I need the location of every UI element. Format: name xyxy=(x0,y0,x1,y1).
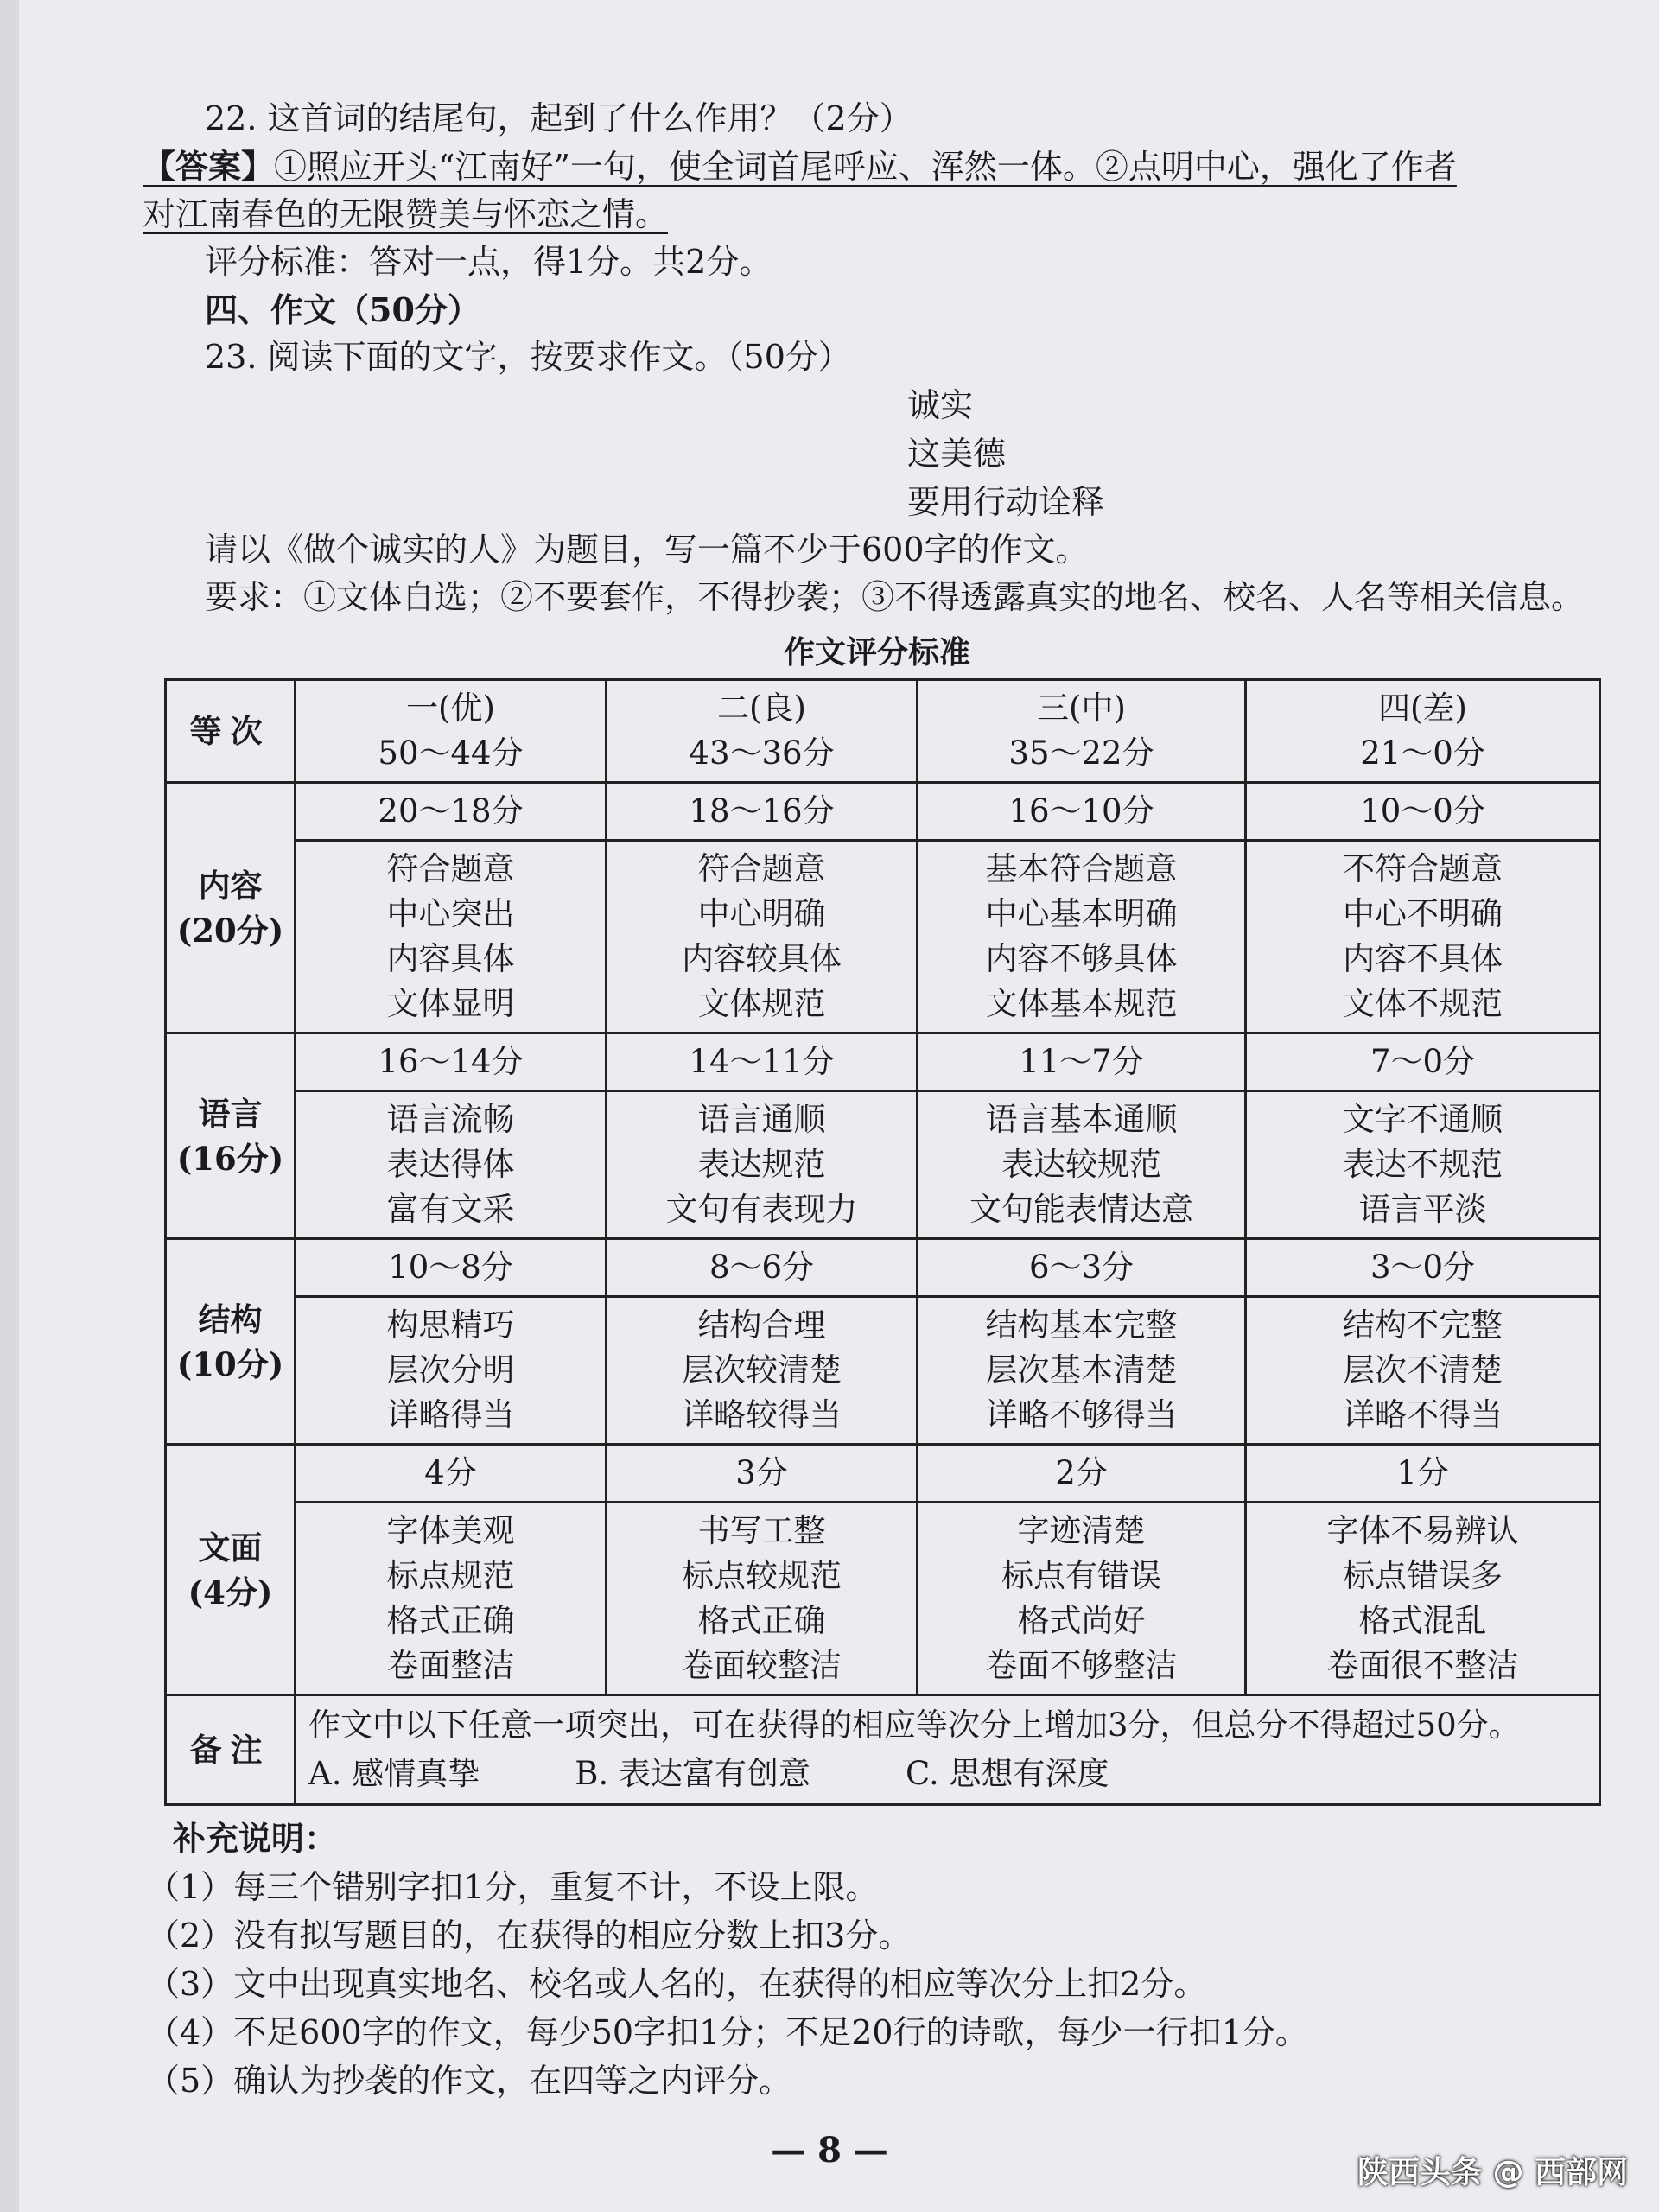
criterion: 符合题意 xyxy=(697,850,826,887)
criterion: 中心突出 xyxy=(386,895,515,932)
criterion: 详略不够得当 xyxy=(985,1396,1178,1433)
score-range: 18～16分 xyxy=(607,783,918,841)
score-range: 1分 xyxy=(1246,1445,1600,1503)
score-range: 8～6分 xyxy=(607,1239,918,1297)
supplement-item: （2）没有拟写题目的，在获得的相应分数上扣3分。 xyxy=(147,1916,912,1955)
remark-row xyxy=(166,1695,1600,1805)
category-points: (20分) xyxy=(176,911,284,950)
criteria-cell xyxy=(607,1503,918,1695)
criterion: 语言平淡 xyxy=(1358,1191,1487,1228)
supplement-item: （3）文中出现真实地名、校名或人名的，在获得的相应等次分上扣2分。 xyxy=(147,1965,1207,2003)
content-desc-row xyxy=(166,841,1600,1033)
q22-scoring: 评分标准：答对一点，得1分。共2分。 xyxy=(205,243,772,281)
category-name: 结构 xyxy=(198,1300,263,1338)
criterion: 富有文采 xyxy=(386,1191,515,1228)
criterion: 格式正确 xyxy=(386,1602,515,1639)
level-total: 21～0分 xyxy=(1360,734,1485,772)
criteria-cell xyxy=(918,1297,1246,1445)
criterion: 结构不完整 xyxy=(1343,1306,1503,1344)
criterion: 层次基本清楚 xyxy=(985,1351,1178,1389)
supplement-item: （1）每三个错别字扣1分，重复不计，不设上限。 xyxy=(147,1868,879,1906)
criterion: 基本符合题意 xyxy=(985,850,1178,887)
criterion: 字迹清楚 xyxy=(1017,1512,1146,1549)
criterion: 标点规范 xyxy=(386,1557,515,1594)
q22-answer-line1 xyxy=(143,143,1611,191)
supplement xyxy=(147,1815,1616,2105)
criterion: 中心明确 xyxy=(697,895,826,932)
criterion: 内容不具体 xyxy=(1343,940,1503,977)
criteria-cell xyxy=(296,1297,607,1445)
presentation-score-row xyxy=(166,1445,1600,1503)
category-points: (4分) xyxy=(188,1573,273,1611)
level-header-row xyxy=(166,680,1600,783)
criterion: 语言流畅 xyxy=(386,1101,515,1138)
criterion: 文体规范 xyxy=(697,985,826,1022)
answer-text-1: ①照应开头“江南好”一句，使全词首尾呼应、浑然一体。②点明中心，强化了作者 xyxy=(274,148,1457,186)
score-range: 16～14分 xyxy=(296,1033,607,1091)
criterion: 内容不够具体 xyxy=(985,940,1178,977)
criterion: 卷面很不整洁 xyxy=(1326,1647,1519,1684)
score-range: 2分 xyxy=(918,1445,1246,1503)
criterion: 内容具体 xyxy=(386,940,515,977)
level-name: 四(差) xyxy=(1378,690,1467,727)
poem-line-1: 诚实 xyxy=(907,386,974,424)
criterion: 格式尚好 xyxy=(1017,1602,1146,1639)
criterion: 层次分明 xyxy=(386,1351,515,1389)
poem-line-2: 这美德 xyxy=(907,435,1007,473)
criterion: 内容较具体 xyxy=(682,940,842,977)
category-content xyxy=(166,783,296,1033)
category-structure xyxy=(166,1239,296,1445)
remark-label: 备注 xyxy=(166,1695,296,1805)
criterion: 层次较清楚 xyxy=(682,1351,842,1389)
criterion: 详略较得当 xyxy=(682,1396,842,1433)
criterion: 文字不通顺 xyxy=(1343,1101,1503,1138)
section-title: 四、作文（50分） xyxy=(205,290,480,329)
remark-option-c: C. 思想有深度 xyxy=(905,1755,1109,1792)
poem-line-3: 要用行动诠释 xyxy=(907,483,1105,521)
rubric-table xyxy=(164,678,1601,1806)
remark-cell xyxy=(296,1695,1600,1805)
score-range: 3分 xyxy=(607,1445,918,1503)
criterion: 不符合题意 xyxy=(1343,850,1503,887)
criterion: 详略不得当 xyxy=(1343,1396,1503,1433)
criterion: 文体显明 xyxy=(386,985,515,1022)
level-2 xyxy=(607,680,918,783)
criterion: 标点错误多 xyxy=(1343,1557,1503,1594)
language-score-row xyxy=(166,1033,1600,1091)
category-name: 文面 xyxy=(198,1528,263,1567)
level-3 xyxy=(918,680,1246,783)
criterion: 表达较规范 xyxy=(1001,1146,1161,1183)
score-range: 20～18分 xyxy=(296,783,607,841)
poem xyxy=(143,381,1611,526)
criteria-cell xyxy=(296,841,607,1033)
level-1 xyxy=(296,680,607,783)
criterion: 文体基本规范 xyxy=(985,985,1178,1022)
main-content xyxy=(143,95,1611,1806)
level-name: 三(中) xyxy=(1037,690,1126,727)
criteria-cell xyxy=(607,1091,918,1239)
category-points: (10分) xyxy=(176,1344,284,1383)
criterion: 字体不易辨认 xyxy=(1326,1512,1519,1549)
criterion: 表达得体 xyxy=(386,1146,515,1183)
category-language xyxy=(166,1033,296,1239)
structure-score-row xyxy=(166,1239,1600,1297)
criteria-cell xyxy=(1246,1091,1600,1239)
category-name: 语言 xyxy=(198,1094,263,1133)
category-name: 内容 xyxy=(198,866,263,905)
criterion: 文体不规范 xyxy=(1343,985,1503,1022)
criterion: 中心不明确 xyxy=(1343,895,1503,932)
supplement-item: （4）不足600字的作文，每少50字扣1分；不足20行的诗歌，每少一行扣1分。 xyxy=(147,2013,1308,2051)
criteria-cell xyxy=(1246,1297,1600,1445)
criterion: 结构合理 xyxy=(697,1306,826,1344)
content-score-row xyxy=(166,783,1600,841)
criterion: 层次不清楚 xyxy=(1343,1351,1503,1389)
criteria-cell xyxy=(1246,1503,1600,1695)
level-total: 35～22分 xyxy=(1008,734,1154,772)
score-range: 3～0分 xyxy=(1246,1239,1600,1297)
criterion: 卷面整洁 xyxy=(386,1647,515,1684)
watermark-logo: 陕西头条 @ 西部网 xyxy=(1357,2155,1628,2190)
supplement-item: （5）确认为抄袭的作文，在四等之内评分。 xyxy=(147,2062,792,2100)
q22-answer-line2: 对江南春色的无限赞美与怀恋之情。 xyxy=(143,195,669,233)
level-name: 二(良) xyxy=(717,690,806,727)
structure-desc-row xyxy=(166,1297,1600,1445)
rubric-title: 作文评分标准 xyxy=(783,634,970,671)
answer-label: 【答案】 xyxy=(143,147,275,186)
criterion: 语言通顺 xyxy=(697,1101,826,1138)
criterion: 格式混乱 xyxy=(1358,1602,1487,1639)
supplement-title: 补充说明： xyxy=(173,1819,338,1858)
score-range: 4分 xyxy=(296,1445,607,1503)
criteria-cell xyxy=(607,1297,918,1445)
level-name: 一(优) xyxy=(406,690,495,727)
criterion: 书写工整 xyxy=(697,1512,826,1549)
q22-question: 22. 这首词的结尾句，起到了什么作用？（2分） xyxy=(205,99,912,137)
level-4 xyxy=(1246,680,1600,783)
criterion: 语言基本通顺 xyxy=(985,1101,1178,1138)
criteria-cell xyxy=(918,841,1246,1033)
language-desc-row xyxy=(166,1091,1600,1239)
score-range: 14～11分 xyxy=(607,1033,918,1091)
score-range: 10～8分 xyxy=(296,1239,607,1297)
score-range: 11～7分 xyxy=(918,1033,1246,1091)
criteria-cell xyxy=(296,1091,607,1239)
criterion: 文句能表情达意 xyxy=(969,1191,1193,1228)
criteria-cell xyxy=(918,1091,1246,1239)
criterion: 标点有错误 xyxy=(1001,1557,1161,1594)
remark-option-a: A. 感情真挚 xyxy=(308,1755,480,1792)
criterion: 表达不规范 xyxy=(1343,1146,1503,1183)
level-total: 50～44分 xyxy=(378,734,524,772)
criterion: 表达规范 xyxy=(697,1146,826,1183)
criterion: 符合题意 xyxy=(386,850,515,887)
level-total: 43～36分 xyxy=(689,734,835,772)
criteria-cell xyxy=(1246,841,1600,1033)
category-presentation xyxy=(166,1445,296,1695)
criterion: 构思精巧 xyxy=(386,1306,515,1344)
criterion: 标点较规范 xyxy=(682,1557,842,1594)
score-range: 10～0分 xyxy=(1246,783,1600,841)
remark-option-b: B. 表达富有创意 xyxy=(575,1755,810,1792)
category-points: (16分) xyxy=(176,1139,284,1178)
criterion: 格式正确 xyxy=(697,1602,826,1639)
criterion: 中心基本明确 xyxy=(985,895,1178,932)
q23-question: 23. 阅读下面的文字，按要求作文。（50分） xyxy=(205,338,851,376)
presentation-desc-row xyxy=(166,1503,1600,1695)
criteria-cell xyxy=(918,1503,1246,1695)
criterion: 卷面较整洁 xyxy=(682,1647,842,1684)
score-range: 7～0分 xyxy=(1246,1033,1600,1091)
q23-task: 请以《做个诚实的人》为题目，写一篇不少于600字的作文。 xyxy=(205,531,1089,569)
criterion: 结构基本完整 xyxy=(985,1306,1178,1344)
level-header: 等次 xyxy=(166,680,296,783)
criteria-cell xyxy=(607,841,918,1033)
score-range: 16～10分 xyxy=(918,783,1246,841)
remark-options xyxy=(308,1751,1586,1796)
q23-requirements: 要求：①文体自选；②不要套作，不得抄袭；③不得透露真实的地名、校名、人名等相关信息。 xyxy=(205,578,1585,616)
score-range: 6～3分 xyxy=(918,1239,1246,1297)
page-number: — 8 — xyxy=(771,2130,888,2171)
remark-text: 作文中以下任意一项突出，可在获得的相应等次分上增加3分，但总分不得超过50分。 xyxy=(308,1707,1521,1744)
criterion: 详略得当 xyxy=(386,1396,515,1433)
criteria-cell xyxy=(296,1503,607,1695)
criterion: 卷面不够整洁 xyxy=(985,1647,1178,1684)
criterion: 字体美观 xyxy=(386,1512,515,1549)
criterion: 文句有表现力 xyxy=(665,1191,858,1228)
